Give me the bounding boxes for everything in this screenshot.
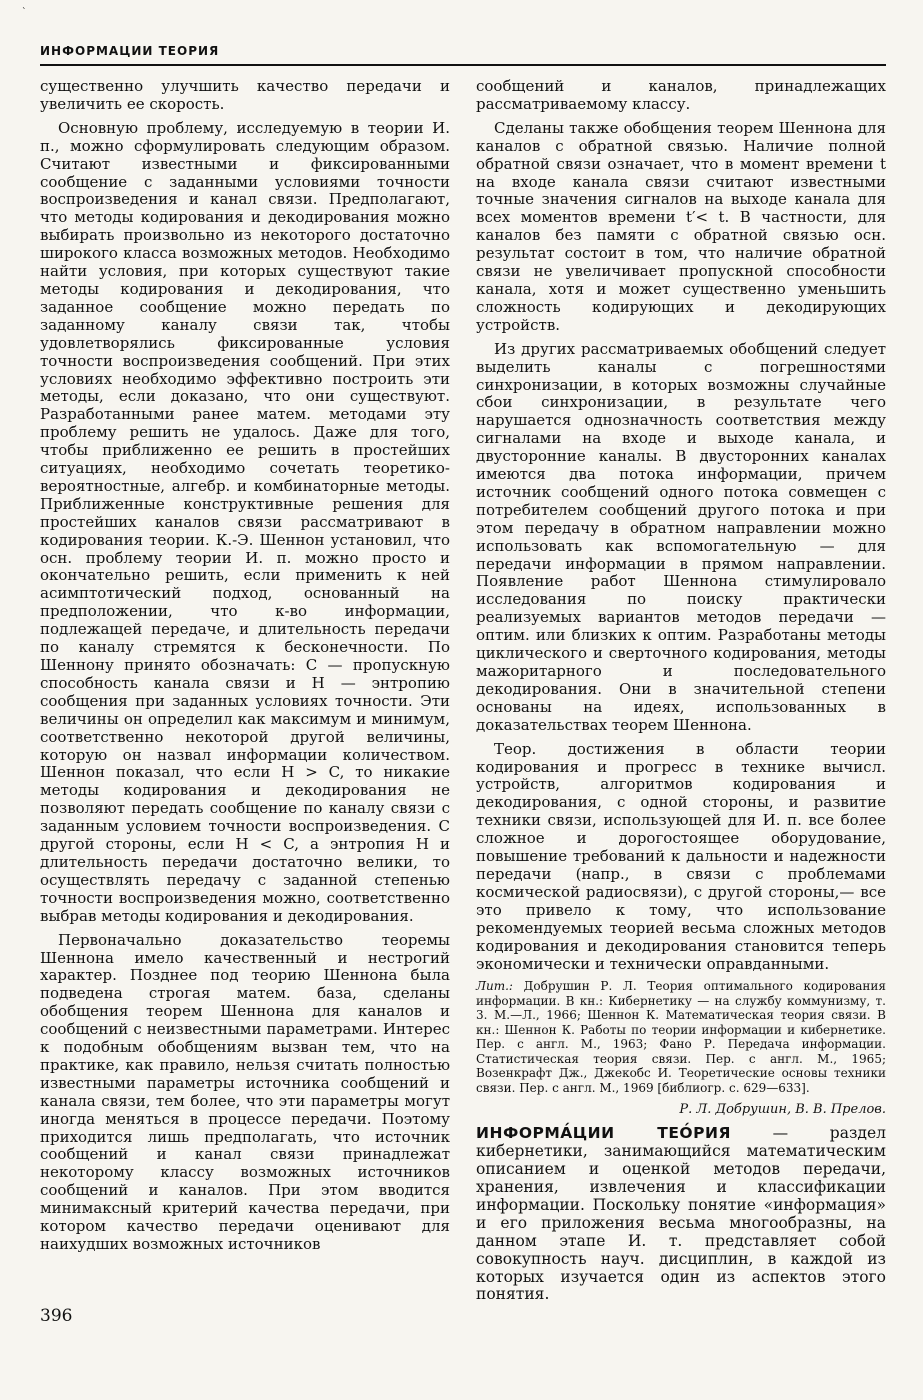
corner-mark: `	[22, 8, 27, 18]
paragraph: существенно улучшить качество передачи и увеличить ее скорость.	[40, 77, 450, 113]
left-column	[40, 78, 450, 1260]
paragraph: Теор. достижения в области теории кодирования и прогресс в технике вычисл. устройств, алгоритмов кодирования и декодирования, с одной стороны, и развитие техники связи, использующей для И. п. все более сложное и дорогостоящее оборудование, повышение требований к дальности и надежности передачи (напр., в связи с проблемами космической радиосвязи), с другой стороны,— все это привело к тому, что использование рекомендуемых теорией весьма сложных методов кодирования и декодирования становится теперь экономически и технически оправданными.	[476, 739, 886, 973]
entry-text: — раздел кибернетики, занимающийся математическим описанием и оценкой методов передачи, хранения, извлечения и классификации информации. Поскольку понятие «информация» и его приложения весьма многообразны, на данном этапе И. т. представляет собой совокупность науч. дисциплин, в каждой из которых изучается один из аспектов этого понятия.	[476, 1124, 886, 1304]
running-title: ИНФОРМАЦИИ ТЕОРИЯ	[40, 44, 220, 58]
paragraph: Из других рассматриваемых обобщений следует выделить каналы с погрешностями синхронизации, в которых возможны случайные сбои синхронизации, в результате чего нарушается однозначность соответствия между сигналами на входе и выходе канала, и двусторонние каналы. В двусторонних каналах имеются два потока информации, причем источник сообщений одного потока совмещен с потребителем сообщений другого потока и при этом передачу в обратном направлении можно использовать как вспомогательную — для передачи информации в прямом направлении. Появление работ Шеннона стимулировало исследования по поиску практически реализуемых вариантов методов передачи — оптим. или близких к оптим. Разработаны методы циклического и сверточного кодирования, методы мажоритарного и последовательного декодирования. Они в значительной степени основаны на идеях, использованных в доказательствах теорем Шеннона.	[476, 339, 886, 734]
header-rule	[40, 64, 886, 66]
paragraph: сообщений и каналов, принадлежащих рассматриваемому классу.	[476, 77, 886, 113]
literature-text: Добрушин Р. Л. Теория оптимального кодирования информации. В кн.: Кибернетику — на службу коммунизму, т. 3. М.—Л., 1966; Шеннон К. Математическая теория связи. В кн.: Шеннон К. Работы по теории информации и кибернетике. Пер. с англ. М., 1963; Фано Р. Передача информации. Статистическая теория связи. Пер. с англ. М., 1965; Возенкрафт Дж., Джекобс И. Теоретические основы техники связи. Пер. с англ. М., 1969 [библиогр. с. 629—633].	[476, 979, 886, 1095]
right-column	[476, 78, 886, 1310]
new-entry	[476, 1125, 886, 1304]
paragraph: Основную проблему, исследуемую в теории И. п., можно сформулировать следующим образом. Считают известными и фиксированными сообщение с заданными условиями точности воспроизведения и канал связи. Предполагают, что методы кодирования и декодирования можно выбирать произвольно из некоторого достаточно широкого класса возможных методов. Необходимо найти условия, при которых существуют такие методы кодирования и декодирования, что заданное сообщение можно передать по заданному каналу связи так, чтобы удовлетворялись фиксированные условия точности воспроизведения сообщений. При этих условиях необходимо эффективно построить эти методы, если доказано, что они существуют. Разработанными ранее матем. методами эту проблему решить не удалось. Даже для того, чтобы приближенно ее решить в простейших ситуациях, необходимо сочетать теоретико-вероятностные, алгебр. и комбинаторные методы. Приближенные конструктивные решения для простейших каналов связи рассматривают в кодирования теории. К.-Э. Шеннон установил, что осн. проблему теории И. п. можно просто и окончательно решить, если применить к ней асимптотический подход, основанный на предположении, что к-во информации, подлежащей передаче, и длительность передачи по каналу стремятся к бесконечности. По Шеннону принято обозначать: C — пропускную способность канала связи и H — энтропию сообщения при заданных условиях точности. Эти величины он определил как максимум и минимум, соответственно некоторой другой величины, которую он назвал информации количеством. Шеннон показал, что если H > C, то никакие методы кодирования и декодирования не позволяют передать сообщение по каналу связи с заданным условием точности воспроизведения. С другой стороны, если H < C, а энтропия H и длительность передачи достаточно велики, то осуществлять передачу с заданной степенью точности воспроизведения можно, соответственно выбрав методы кодирования и декодирования.	[40, 118, 450, 925]
paragraph: Первоначально доказательство теоремы Шеннона имело качественный и нестрогий характер. Позднее под теорию Шеннона была подведена строгая матем. база, сделаны обобщения теорем Шеннона для каналов и сообщений с неизвестными параметрами. Интерес к подобным обобщениям вызван тем, что на практике, как правило, нельзя считать полностью известными параметры источника сообщений и канала связи, тем более, что эти параметры могут иногда меняться в процессе передачи. Поэтому приходится лишь предполагать, что источник сообщений и канал связи принадлежат некоторому классу возможных источников сообщений и каналов. При этом вводится минимаксный критерий качества передачи, при котором качество передачи оценивают для наихудших возможных источников	[40, 930, 450, 1253]
literature	[476, 979, 886, 1095]
page-number: 396	[40, 1306, 73, 1326]
literature-label: Лит.:	[476, 979, 513, 994]
article-authors: Р. Л. Добрушин, В. В. Прелов.	[679, 1102, 886, 1118]
paragraph: Сделаны также обобщения теорем Шеннона для каналов с обратной связью. Наличие полной обратной связи означает, что в момент времени t на входе канала связи считают известными точные значения сигналов на выходе канала для всех моментов времени t′< t. В частности, для каналов без памяти с обратной связью осн. результат состоит в том, что наличие обратной связи не увеличивает пропускной способности канала, хотя и может существенно уменьшить сложность кодирующих и декодирующих устройств.	[476, 118, 886, 334]
entry-headword: ИНФОРМА́ЦИИ ТЕО́РИЯ	[476, 1124, 731, 1143]
